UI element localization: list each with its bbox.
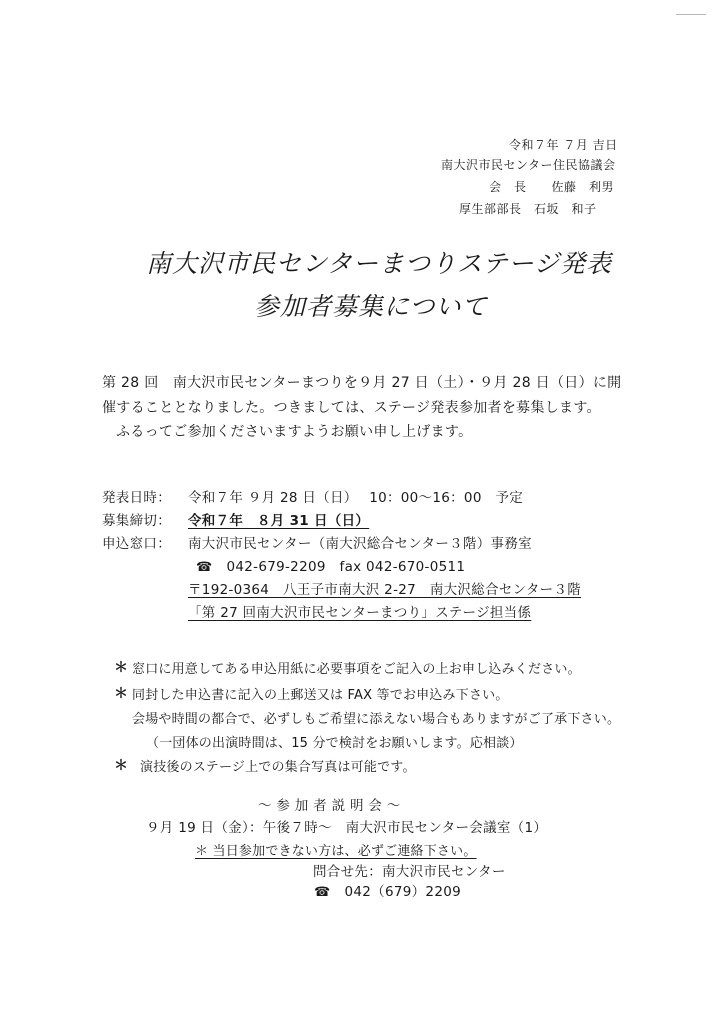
note-2: 同封した申込書に記入の上郵送又は FAX 等でお申込み下さい。 [132, 688, 509, 703]
inquiry-phone: 042（679）2209 [344, 884, 461, 900]
date-value: 令和７年 ９月 28 日（日） 10：00〜16：00 予定 [188, 490, 524, 506]
phone-fax-line [196, 555, 465, 575]
asterisk-bullet: ＊ [114, 660, 128, 676]
inquiry-line: 問合せ先：南大沢市民センター [313, 864, 506, 880]
chairperson: 会 長 佐藤 利男 [489, 180, 615, 194]
contact-label: 申込窓口： [102, 536, 171, 552]
note-1: 窓口に用意してある申込用紙に必要事項をご記入の上お申し込みください。 [132, 662, 581, 677]
contact-value: 南大沢市民センター（南大沢総合センター３階）事務室 [188, 536, 532, 552]
note-3: 演技後のステージ上での集合写真は可能です。 [140, 760, 416, 775]
attention-line: 「第 27 回南大沢市民センターまつり」ステージ担当係 [188, 605, 532, 621]
welfare-director: 厚生部部長 石坂 和子 [459, 202, 597, 216]
phone-icon: ☎ [196, 560, 213, 575]
briefing-heading: 〜 参 加 者 説 明 会 〜 [258, 798, 401, 814]
note-2-sub-2: （一団体の出演時間は、15 分で検討をお願いします。応相談） [146, 736, 523, 751]
deadline-label: 募集締切： [102, 513, 171, 529]
intro-line-3: ふるってご参加くださいますようお願い申し上げます。 [116, 424, 473, 440]
inquiry-phone-line [314, 880, 461, 900]
organization-name: 南大沢市民センター住民協議会 [441, 158, 616, 172]
asterisk-bullet: ＊ [114, 758, 128, 774]
briefing-notice: ＊ 当日参加できない方は、必ずご連絡下さい。 [195, 844, 477, 859]
title-line-2: 参加者募集について [254, 292, 488, 321]
title-line-1: 南大沢市民センターまつりステージ発表 [146, 249, 613, 278]
issue-date: 令和７年 ７月 吉日 [509, 138, 618, 152]
briefing-datetime: ９月 19 日（金）：午後７時〜 南大沢市民センター会議室（1） [146, 820, 548, 836]
asterisk-bullet: ＊ [114, 686, 128, 702]
phone-fax-text: 042-679-2209 fax 042-670-0511 [226, 559, 466, 575]
intro-line-1: 第 28 回 南大沢市民センターまつりを９月 27 日（土）・９月 28 日（日）に開 [102, 375, 622, 391]
postal-address: 〒192-0364 八王子市南大沢 2-27 南大沢総合センター３階 [188, 582, 582, 598]
date-label: 発表日時： [102, 490, 171, 506]
scan-mark [676, 14, 706, 15]
intro-line-2: 催することとなりました。つきましては、ステージ発表参加者を募集します。 [102, 400, 601, 416]
deadline-value: 令和７年 ８月 31 日（日） [188, 513, 370, 529]
phone-icon: ☎ [314, 885, 331, 900]
note-2-sub-1: 会場や時間の都合で、必ずしもご希望に添えない場合もありますがご了承下さい。 [132, 712, 621, 727]
